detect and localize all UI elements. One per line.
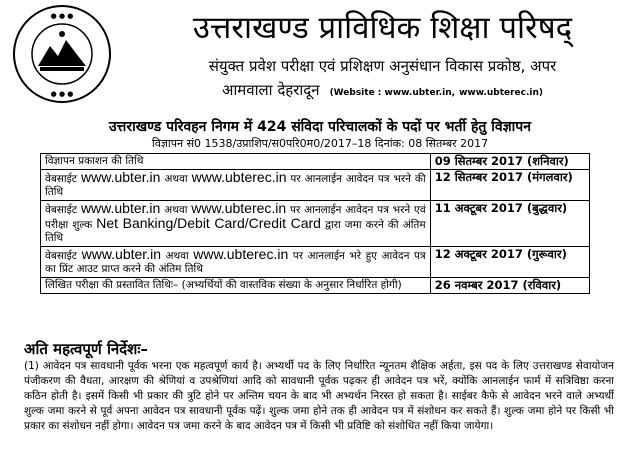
instructions-heading: अति महत्वपूर्ण निर्देशः–: [24, 340, 148, 358]
schedule-date: 12 सितम्बर 2017 (मंगलवार): [430, 170, 589, 201]
schedule-row: [41, 154, 590, 170]
schedule-event-text: पर आनलाईन आवेदन पत्र भरने एवं परीक्षा शुल्क: [45, 204, 426, 231]
org-subtitle-line2: [130, 80, 635, 103]
svg-text:● ● ●: ● ● ●: [50, 12, 74, 20]
schedule-event-text: पर आनलाईन भरे हुए आवेदन पत्र का प्रिंट आउट प्राप्त करने की अंतिम तिथि: [45, 250, 426, 275]
schedule-event-highlight[interactable]: www.ubterec.in: [193, 246, 289, 262]
website-link-2[interactable]: www.ubterec.in): [459, 88, 544, 98]
schedule-row: [41, 247, 590, 278]
council-seal-logo: [12, 4, 112, 104]
schedule-event: [41, 154, 431, 170]
org-title: उत्तराखण्ड प्राविधिक शिक्षा परिषद्: [192, 10, 573, 46]
schedule-event-text: अथवा: [160, 173, 192, 185]
schedule-event-text: अथवा: [160, 204, 192, 216]
schedule-event-highlight: Net Banking/Debit Card/Credit Card: [96, 215, 321, 231]
schedule-date: 12 अक्टूबर 2017 (गुरूवार): [430, 247, 589, 278]
schedule-event-text: अथवा: [160, 250, 194, 262]
schedule-row: [41, 170, 590, 201]
schedule-event: [41, 170, 431, 201]
schedule-event-text: पर आनलाईन आवेदन पत्र भरने की तिथि: [45, 173, 426, 198]
schedule-event-text: वेबसाईट: [45, 204, 81, 216]
website-link-1[interactable]: (Website : www.ubter.in,: [329, 88, 456, 98]
schedule-event: [41, 201, 431, 247]
schedule-row: [41, 278, 590, 294]
schedule-event-highlight[interactable]: www.ubter.in: [80, 200, 161, 216]
schedule-event-highlight[interactable]: www.ubterec.in: [191, 200, 287, 216]
schedule-date: 26 नवम्बर 2017 (रविवार): [430, 278, 589, 294]
schedule-date: 11 अक्टूबर 2017 (बुद्धवार): [430, 201, 589, 247]
schedule-event: [41, 247, 431, 278]
advertisement-reference: विज्ञापन सं0 1538/उप्राशिप/स0परि0म0/2017–18 दिनांक: 08 सितम्बर 2017: [151, 137, 489, 150]
schedule-event-text: द्वारा जमा करने की अंतिम तिथि: [45, 219, 426, 244]
page-header: [0, 0, 640, 120]
schedule-event-highlight[interactable]: www.ubterec.in: [191, 169, 287, 185]
instructions-body: (1) आवेदन पत्र सावधानी पूर्वक भरना एक महत्वपूर्ण कार्य है। अभ्यर्थी पद के लिए निर्धारित न्यूनतम शैक्षिक अर्हता, इस पद के लिए उत्तराखण्ड सेवायोजन पंजीकरण की वैधता, आरक्षण की श्रेणियां व उपश्रेणियां आदि को सावधानी पूर्वक पढ़कर ही आवेदन पत्र भरें, क्योंकि आनलाईन फार्म में सत्रिविष्ठा करना कठिन होती है। इसमें किसी भी प्रकार की त्रुटि होने पर अन्तिम चयन के बाद भी अभ्यर्थन निरस्त हो सकता है। साईबर कैफे से आवेदन भरने वाले अभ्यर्थी शुल्क जमा करने से पूर्व अपना आवेदन पत्र सावधानी पूर्वक पढ़ें। शुल्क जमा होने तक ही आवेदन पत्र में संशोधन कर सकते हैं। शुल्क जमा होने पर किसी भी प्रकार का संशोधन नहीं होगा। आवेदन पत्र जमा करने के बाद आवेदन पत्र में किसी भी प्रविष्टि को संशोधित नहीं किया जायेगा।: [24, 360, 614, 432]
schedule-row: [41, 201, 590, 247]
website-info: [326, 88, 543, 98]
schedule-event-highlight[interactable]: www.ubter.in: [81, 169, 161, 185]
org-subtitle-line1: संयुक्त प्रवेश परीक्षा एवं प्रशिक्षण अनुसंधान विकास प्रकोष्ठ, अपर: [208, 57, 557, 75]
schedule-date: 09 सितम्बर 2017 (शनिवार): [430, 154, 589, 170]
schedule-event-text: वेबसाईट: [45, 173, 82, 185]
schedule-event-highlight[interactable]: www.ubter.in: [81, 246, 161, 262]
schedule-event-text: वेबसाईट: [45, 250, 82, 262]
schedule-event: [41, 278, 431, 294]
svg-text:● ● ●: ● ● ●: [50, 90, 74, 98]
schedule-table: [40, 153, 590, 294]
advertisement-title: उत्तराखण्ड परिवहन निगम में 424 संविदा परिचालकों के पदों पर भर्ती हेतु विज्ञापन: [109, 119, 531, 135]
schedule-event-text: लिखित परीक्षा की प्रस्तावित तिथिः– (अभ्यर्थियों की वास्तविक संख्या के अनुसार निर्धारित होगी): [45, 279, 402, 291]
org-location: आमवाला देहरादून: [221, 81, 320, 99]
schedule-event-text: विज्ञापन प्रकाशन की तिथि: [45, 155, 144, 167]
